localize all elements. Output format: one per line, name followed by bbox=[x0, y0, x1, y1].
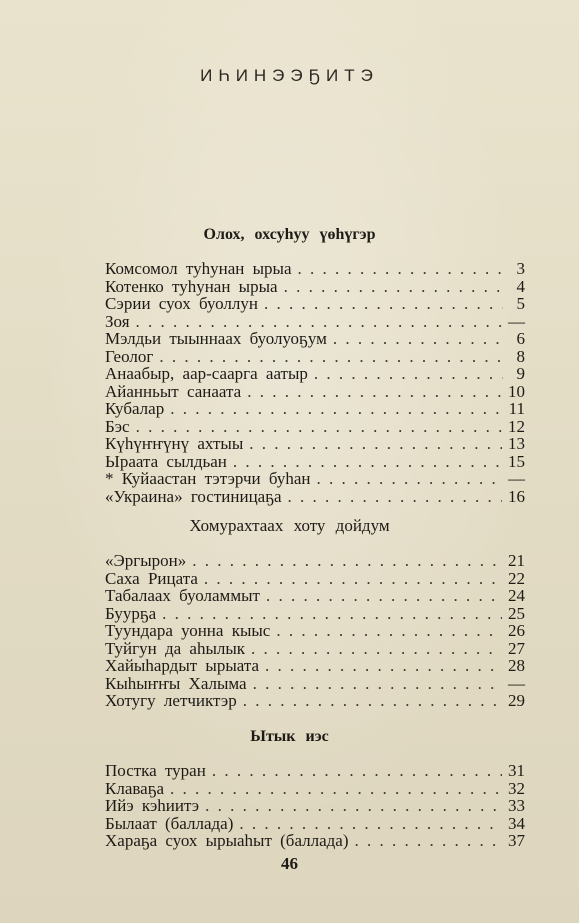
toc-entry bbox=[105, 657, 525, 675]
entry-title: * Куйаастан тэтэрчи буһан bbox=[105, 469, 311, 488]
entry-title: Былаат (баллада) bbox=[105, 813, 234, 833]
dot-leader bbox=[314, 365, 503, 383]
entry-page: — bbox=[508, 673, 525, 693]
entry-title: «Украина» гостиницаҕа bbox=[105, 486, 282, 506]
entry-page: — bbox=[508, 311, 525, 331]
entry-page: 4 bbox=[516, 276, 525, 296]
dot-leader bbox=[159, 348, 503, 366]
dot-leader bbox=[205, 797, 502, 815]
toc-entry bbox=[105, 313, 525, 331]
entry-title: Туундара уонна кыыс bbox=[105, 621, 271, 640]
dot-leader bbox=[276, 622, 502, 640]
entry-title: Туйгун да аһылык bbox=[105, 638, 246, 658]
toc-entry bbox=[105, 675, 525, 693]
entry-page: 10 bbox=[508, 381, 525, 401]
entry-page: 22 bbox=[508, 568, 525, 588]
entry-page: 31 bbox=[508, 761, 525, 780]
entry-page: 8 bbox=[516, 346, 525, 366]
entry-page: 33 bbox=[508, 796, 525, 815]
dot-leader bbox=[233, 453, 502, 471]
entry-page: 26 bbox=[508, 621, 525, 640]
toc-entry bbox=[105, 488, 525, 506]
toc-section-2 bbox=[105, 552, 525, 710]
dot-leader bbox=[288, 488, 502, 506]
dot-leader bbox=[247, 383, 502, 401]
toc-entry bbox=[105, 815, 525, 833]
entry-title: «Эргырон» bbox=[105, 551, 187, 570]
entry-page: — bbox=[508, 469, 525, 488]
section-title-3: Ытык иэс bbox=[250, 728, 329, 745]
toc-entry bbox=[105, 260, 525, 278]
entry-title: Геолог bbox=[105, 346, 154, 366]
toc-entry bbox=[105, 383, 525, 401]
dot-leader bbox=[170, 400, 502, 418]
toc-entry bbox=[105, 365, 525, 383]
section-title-2: Хомурахтаах хоту дойдум bbox=[189, 516, 390, 535]
dot-leader bbox=[212, 762, 502, 780]
entry-title: Табалаах буоламмыт bbox=[105, 586, 260, 605]
entry-title: Зоя bbox=[105, 311, 130, 331]
entry-title: Котенко туһунан ырыа bbox=[105, 276, 278, 296]
entry-title: Бэс bbox=[105, 416, 130, 436]
entry-title: Постка туран bbox=[105, 761, 206, 780]
dot-leader bbox=[204, 570, 502, 588]
toc-entry bbox=[105, 348, 525, 366]
entry-page: 24 bbox=[508, 586, 525, 605]
entry-page: 37 bbox=[508, 831, 525, 850]
toc-entry bbox=[105, 418, 525, 436]
toc-entry bbox=[105, 470, 525, 488]
entry-page: 32 bbox=[508, 778, 525, 798]
dot-leader bbox=[251, 640, 502, 658]
entry-page: 21 bbox=[508, 551, 525, 570]
entry-title: Комсомол туһунан ырыа bbox=[105, 259, 292, 278]
toc-entry bbox=[105, 552, 525, 570]
toc-entry bbox=[105, 605, 525, 623]
entry-page: 34 bbox=[508, 813, 525, 833]
entry-page: 11 bbox=[508, 399, 525, 418]
toc-entry bbox=[105, 762, 525, 780]
dot-leader bbox=[136, 313, 502, 331]
entry-title: Мэлдьи тыыннаах буолуоҕум bbox=[105, 329, 327, 348]
entry-page: 28 bbox=[508, 656, 525, 675]
toc-entry bbox=[105, 400, 525, 418]
entry-page: 13 bbox=[508, 434, 525, 453]
toc-entry bbox=[105, 453, 525, 471]
entry-page: 5 bbox=[516, 294, 525, 313]
page-number: 46 bbox=[281, 854, 298, 873]
entry-title: Күһүҥҥүнү ахтыы bbox=[105, 434, 244, 453]
toc-entry bbox=[105, 278, 525, 296]
entry-page: 27 bbox=[508, 638, 525, 658]
entry-title: Сэрии суох буоллун bbox=[105, 294, 258, 313]
dot-leader bbox=[136, 418, 502, 436]
entry-title: Буурҕа bbox=[105, 603, 157, 623]
dot-leader bbox=[249, 435, 502, 453]
dot-leader bbox=[243, 692, 502, 710]
dot-leader bbox=[284, 278, 503, 296]
toc-entry bbox=[105, 570, 525, 588]
entry-page: 9 bbox=[516, 364, 525, 383]
dot-leader bbox=[170, 780, 502, 798]
section-title-1: Олох, охсуһуу үөһүгэр bbox=[203, 226, 376, 243]
entry-page: 15 bbox=[508, 451, 525, 471]
toc-section-3 bbox=[105, 762, 525, 850]
running-title: ИҺИНЭЭҔИТЭ bbox=[200, 66, 379, 85]
entry-page: 29 bbox=[508, 691, 525, 710]
entry-title: Хайыһардыт ырыата bbox=[105, 656, 260, 675]
toc-entry bbox=[105, 295, 525, 313]
entry-page: 6 bbox=[516, 329, 525, 348]
entry-page: 16 bbox=[508, 486, 525, 506]
dot-leader bbox=[355, 832, 502, 850]
entry-title: Ыраата сылдьан bbox=[105, 451, 227, 471]
entry-title: Кыһыҥҥы Халыма bbox=[105, 673, 247, 693]
entry-title: Саха Рицата bbox=[105, 568, 198, 588]
entry-page: 25 bbox=[508, 603, 525, 623]
toc-entry bbox=[105, 622, 525, 640]
entry-title: Хараҕа суох ырыаһыт (баллада) bbox=[105, 831, 349, 850]
toc-entry bbox=[105, 640, 525, 658]
entry-title: Клаваҕа bbox=[105, 778, 165, 798]
dot-leader bbox=[265, 657, 502, 675]
toc-entry bbox=[105, 832, 525, 850]
toc-entry bbox=[105, 330, 525, 348]
entry-page: 3 bbox=[516, 259, 525, 278]
dot-leader bbox=[192, 552, 502, 570]
dot-leader bbox=[333, 330, 503, 348]
entry-title: Анаабыр, аар-саарга аатыр bbox=[105, 364, 308, 383]
toc-entry bbox=[105, 435, 525, 453]
entry-title: Ийэ кэһиитэ bbox=[105, 796, 200, 815]
dot-leader bbox=[162, 605, 502, 623]
entry-title: Хотугу летчиктэр bbox=[105, 691, 237, 710]
dot-leader bbox=[298, 260, 504, 278]
dot-leader bbox=[266, 587, 502, 605]
dot-leader bbox=[317, 470, 503, 488]
entry-page: 12 bbox=[508, 416, 525, 436]
dot-leader bbox=[264, 295, 503, 313]
toc-entry bbox=[105, 797, 525, 815]
dot-leader bbox=[253, 675, 502, 693]
toc-entry bbox=[105, 587, 525, 605]
entry-title: Кубалар bbox=[105, 399, 165, 418]
toc-section-1 bbox=[105, 260, 525, 505]
toc-entry bbox=[105, 780, 525, 798]
toc-entry bbox=[105, 692, 525, 710]
entry-title: Айанньыт санаата bbox=[105, 381, 242, 401]
dot-leader bbox=[239, 815, 502, 833]
